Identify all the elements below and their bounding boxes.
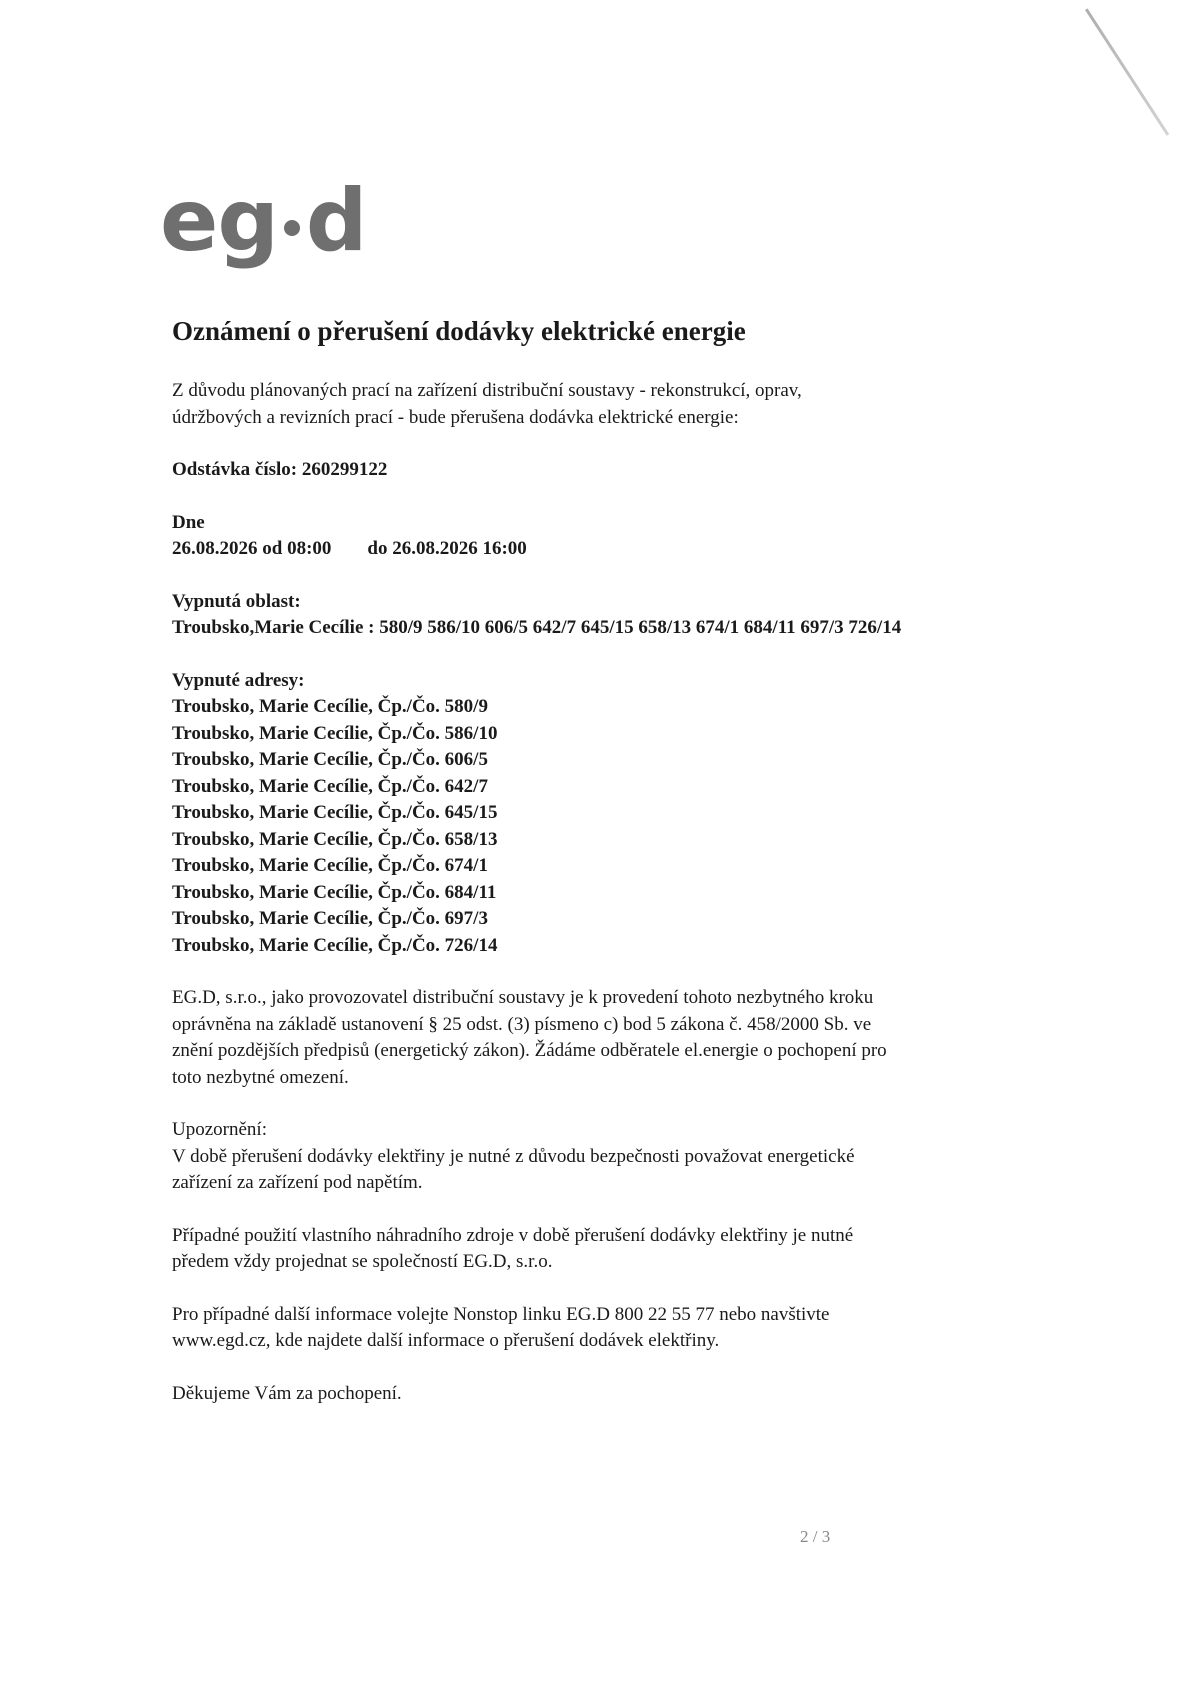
list-item: Troubsko, Marie Cecílie, Čp./Čo. 674/1 <box>172 855 488 876</box>
backup-line-1: Případné použití vlastního náhradního zdroje v době přerušení dodávky elektřiny je nutné <box>172 1224 854 1246</box>
addresses-label: Vypnuté adresy: <box>172 669 305 691</box>
logo-dot-icon <box>284 220 300 236</box>
page-number: 2 / 3 <box>800 1527 831 1546</box>
warning-line-1: V době přerušení dodávky elektřiny je nutné z důvodu bezpečnosti považovat energetické <box>172 1145 855 1167</box>
list-item: Troubsko, Marie Cecílie, Čp./Čo. 684/11 <box>172 881 497 903</box>
list-item: Troubsko, Marie Cecílie, Čp./Čo. 645/15 <box>172 802 498 823</box>
intro-line-1: Z důvodu plánovaných prací na zařízení distribuční soustavy - rekonstrukcí, oprav, <box>172 380 802 401</box>
list-item: Troubsko, Marie Cecílie, Čp./Čo. 697/3 <box>172 908 488 929</box>
info-line-1: Pro případné další informace volejte Nonstop linku EG.D 800 22 55 77 nebo navštivte <box>172 1303 830 1325</box>
list-item: Troubsko, Marie Cecílie, Čp./Čo. 606/5 <box>172 749 488 770</box>
intro-line-2: údržbových a revizních prací - bude přerušena dodávka elektrické energie: <box>172 406 739 428</box>
notice-body <box>172 378 1072 1407</box>
area-value: Troubsko,Marie Cecílie : 580/9 586/10 606/5 642/7 645/15 658/13 674/1 684/11 697/3 726/14 <box>172 617 902 638</box>
address-list <box>172 694 1072 959</box>
legal-line-2: oprávněna na základě ustanovení § 25 odst. (3) písmeno c) bod 5 zákona č. 458/2000 Sb. ve <box>172 1013 872 1035</box>
warning-line-2: zařízení za zařízení pod napětím. <box>172 1172 423 1193</box>
warning-label: Upozornění: <box>172 1119 267 1140</box>
logo-text-right: d <box>305 171 367 271</box>
list-item: Troubsko, Marie Cecílie, Čp./Čo. 726/14 <box>172 934 498 956</box>
backup-line-2: předem vždy projednat se společností EG.D, s.r.o. <box>172 1251 553 1272</box>
date-range <box>172 536 1072 563</box>
day-label: Dne <box>172 511 205 533</box>
legal-line-1: EG.D, s.r.o., jako provozovatel distribuční soustavy je k provedení tohoto nezbytného kroku <box>172 987 874 1008</box>
legal-line-3: znění pozdějších předpisů (energetický zákon). Žádáme odběratele el.energie o pochopení pro <box>172 1040 887 1061</box>
outage-number: Odstávka číslo: 260299122 <box>172 459 388 480</box>
scan-artifact-line <box>1085 8 1169 135</box>
thanks-line: Děkujeme Vám za pochopení. <box>172 1382 402 1404</box>
legal-line-4: toto nezbytné omezení. <box>172 1066 349 1088</box>
list-item: Troubsko, Marie Cecílie, Čp./Čo. 642/7 <box>172 775 488 797</box>
list-item: Troubsko, Marie Cecílie, Čp./Čo. 586/10 <box>172 722 498 744</box>
egd-logo <box>160 171 367 271</box>
area-label: Vypnutá oblast: <box>172 590 301 612</box>
list-item: Troubsko, Marie Cecílie, Čp./Čo. 580/9 <box>172 696 488 717</box>
logo-text-left: eg <box>160 171 278 271</box>
info-line-2: www.egd.cz, kde najdete další informace o přerušení dodávek elektřiny. <box>172 1330 720 1351</box>
date-from: 26.08.2026 od 08:00 <box>172 538 332 559</box>
date-to: do 26.08.2026 16:00 <box>367 538 527 559</box>
notice-title: Oznámení o přerušení dodávky elektrické energie <box>172 316 746 346</box>
list-item: Troubsko, Marie Cecílie, Čp./Čo. 658/13 <box>172 828 498 850</box>
